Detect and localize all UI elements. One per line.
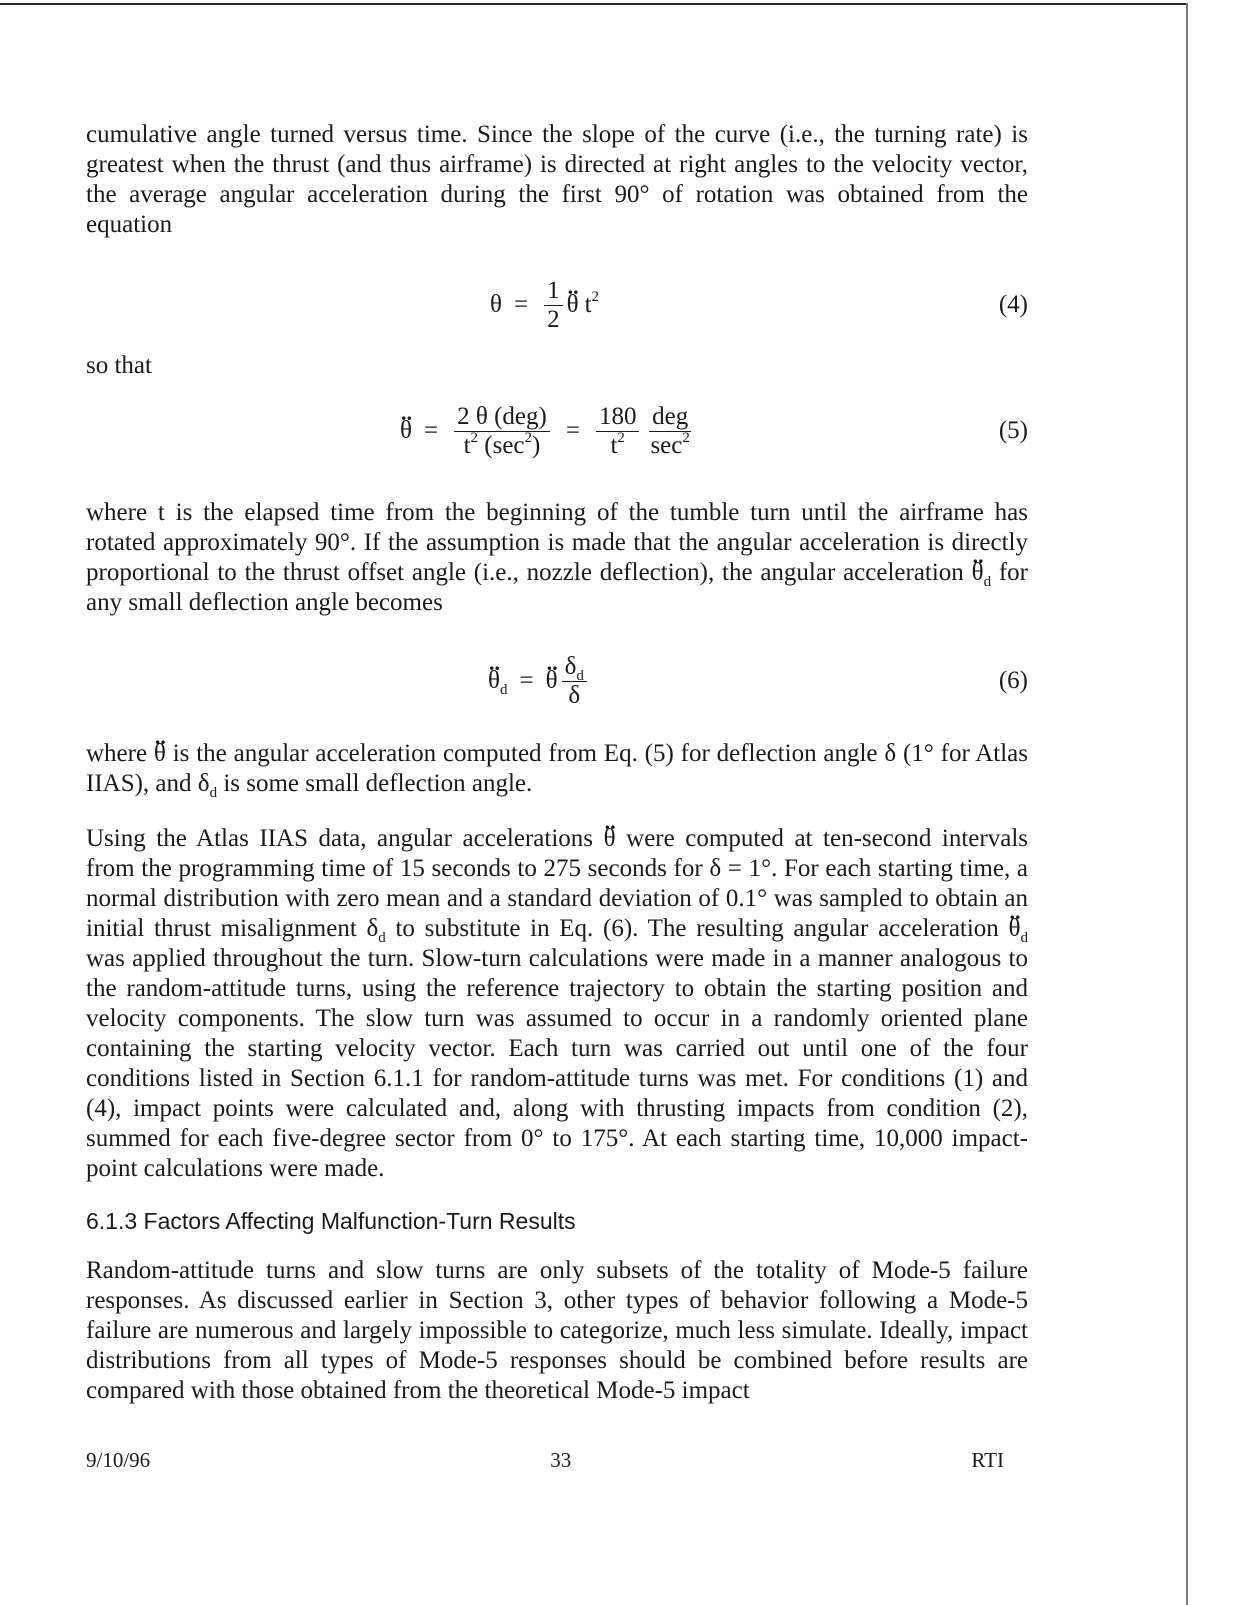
page-footer	[86, 1448, 1004, 1473]
document-page	[86, 120, 1028, 1406]
inline-theta: .. θ	[154, 739, 166, 769]
eq4-equals: =	[513, 291, 529, 318]
eq6-frac-den: δ	[568, 681, 581, 709]
eq4-frac-num: 1	[544, 277, 563, 306]
eq6-lhs: .. $\theta_d$	[488, 667, 507, 695]
inline-theta-2: .. θ	[604, 824, 616, 854]
paragraph-2: so that	[86, 352, 152, 379]
footer-page-number: 33	[550, 1448, 572, 1472]
section-heading: 6.1.3 Factors Affecting Malfunction-Turn Results	[86, 1208, 576, 1234]
eq6-frac-num: $\delta_d$	[562, 653, 587, 682]
eq4-fraction	[544, 277, 563, 334]
inline-delta-d-2: δ	[366, 915, 379, 942]
paragraph-1: cumulative angle turned versus time. Since the slope of the curve (i.e., the turning rate) is greatest when the thrust (and thus airframe) is directed at right angles to the velocity vector, the average angular acceleration during the first 90° of rotation was obtained from the equation	[86, 121, 1028, 238]
inline-theta-d: .. θ	[972, 558, 984, 588]
eq6-number: (6)	[998, 667, 1028, 694]
top-rule	[0, 3, 1188, 5]
eq5-f1-den: $t^2$ $(\sec^2)$	[463, 429, 541, 459]
equation-6	[86, 636, 1028, 726]
eq4-number: (4)	[998, 291, 1028, 318]
eq4-theta-ddot: .. θ	[567, 291, 579, 319]
eq5-number: (5)	[998, 417, 1028, 444]
footer-date: 9/10/96	[86, 1448, 151, 1472]
eq6-theta-ddot: .. θ	[546, 667, 558, 695]
eq6-equals: =	[519, 667, 534, 694]
right-margin-rule	[1186, 3, 1188, 1605]
eq5-fraction-3	[647, 403, 692, 460]
eq5-equals-1: =	[423, 417, 439, 444]
inline-delta-d: δ	[197, 770, 210, 797]
footer-org: RTI	[971, 1448, 1004, 1472]
paragraph-3: where t is the elapsed time from the beginning of the tumble turn until the airframe has rotated approximately 90°. If the assumption is made that the angular acceleration is directly proportional to the thrust offset angle (i.e., nozzle deflection), the angular acceleration .. $\theta_d$ for any small deflection angle becomes	[86, 498, 1028, 618]
inline-theta-d-2: .. θ	[1009, 914, 1021, 944]
eq4-t: $t^2$	[584, 289, 600, 318]
eq5-f2-num: 180	[596, 403, 640, 432]
eq5-f1-num: 2 θ (deg)	[454, 403, 550, 432]
eq4-lhs: θ	[490, 291, 502, 318]
eq5-f2-den: $t^2$	[610, 429, 625, 459]
eq5-lhs: .. θ	[400, 417, 412, 445]
paragraph-5: Using the Atlas IIAS data, angular accelerations .. θ were computed at ten-second intervals from the programming time of 15 seconds to 275 seconds for δ = 1°. For each starting time, a normal distribution with zero mean and a standard deviation of 0.1° was sampled to obtain an initial thrust misalignment $\delta_d$ to substitute in Eq. (6). The resulting angular acceleration .. $\theta_d$ was applied throughout the turn. Slow-turn calculations were made in a manner analogous to the random-attitude turns, using the reference trajectory to obtain the starting position and velocity components. The slow turn was assumed to occur in a randomly oriented plane containing the starting velocity vector. Each turn was carried out until one of the four conditions listed in Section 6.1.1 for random-attitude turns was met. For conditions (1) and (4), impact points were calculated and, along with thrusting impacts from condition (2), summed for each five-degree sector from 0° to 175°. At each starting time, 10,000 impact-point calculations were made.	[86, 824, 1028, 1184]
eq5-fraction-2	[596, 403, 640, 460]
equation-4	[86, 260, 1028, 350]
eq5-equals-2: =	[565, 417, 580, 444]
paragraph-6: Random-attitude turns and slow turns are only subsets of the totality of Mode-5 failure responses. As discussed earlier in Section 3, other types of behavior following a Mode-5 failure are numerous and largely impossible to categorize, much less simulate. Ideally, impact distributions from all types of Mode-5 responses should be combined before results are compared with those obtained from the theoretical Mode-5 impact	[86, 1257, 1028, 1404]
eq4-frac-den: 2	[547, 305, 560, 333]
eq5-f3-den: $\sec^2$	[650, 429, 690, 459]
paragraph-4: where .. θ is the angular acceleration computed from Eq. (5) for deflection angle δ (1° for Atlas IIAS), and $\delta_d$ is some small deflection angle.	[86, 739, 1028, 799]
eq5-fraction-1	[454, 403, 550, 460]
eq6-fraction	[562, 653, 587, 710]
eq5-f3-num: deg	[649, 403, 691, 432]
equation-5	[86, 386, 1028, 476]
